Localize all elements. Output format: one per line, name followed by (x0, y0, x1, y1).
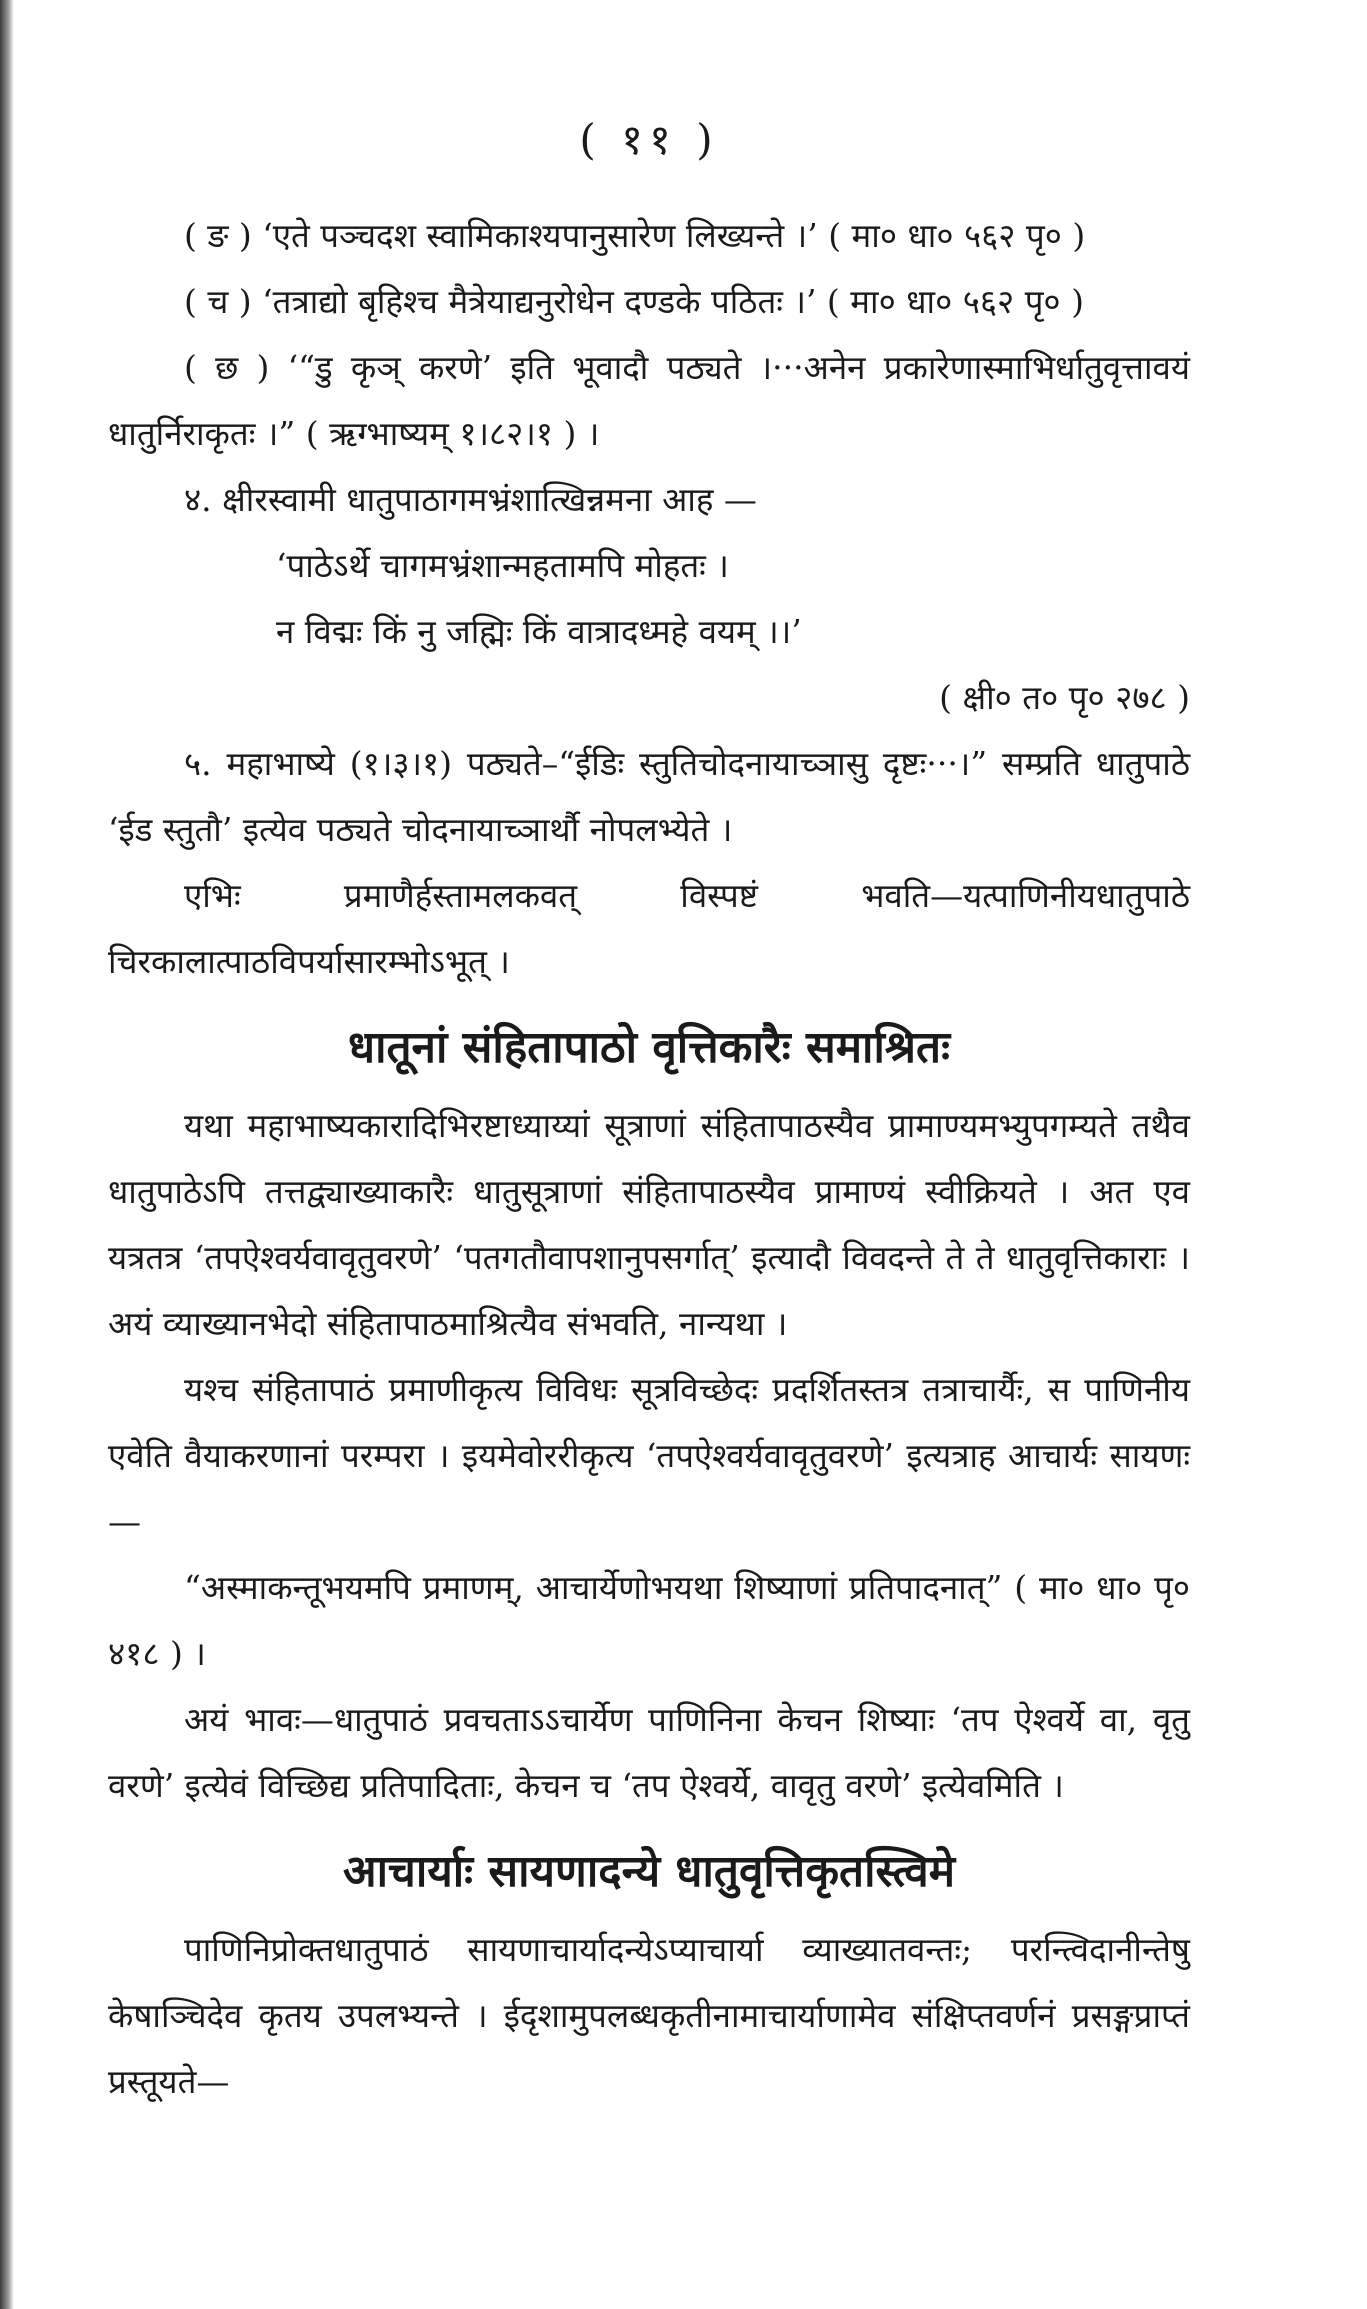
verse-line-1: ‘पाठेऽर्थे चागमभ्रंशान्महतामपि मोहतः । (276, 546, 729, 585)
paragraph-samhitapatha-2: यश्च संहितापाठं प्रमाणीकृत्य विविधः सूत्रविच्छेदः प्रदर्शितस्तत्र तत्राचार्यैः, स पाणिनीय एवेति वैयाकरणानां परम्परा । इयमेवोररीकृत्य ‘तपऐश्वर्यवावृतुवरणे’ इत्यत्राह आचार्यः सायणः— (108, 1370, 1190, 1541)
paragraph-bhava: अयं भावः—धातुपाठं प्रवचताऽऽचार्येण पाणिनिना केचन शिष्याः ‘तप ऐश्वर्ये वा, वृतु वरणे’ इत्येवं विच्छिद्य प्रतिपादिताः, केचन च ‘तप ऐश्वर्ये, वावृतु वरणे’ इत्येवमिति । (108, 1700, 1190, 1805)
page-number: ( ११ ) (579, 115, 719, 164)
paragraph-acharyas: पाणिनिप्रोक्तधातुपाठं सायणाचार्यादन्येऽप्याचार्या व्याख्यातवन्तः; परन्त्विदानीन्तेषु केषाञ्चिदेव कृतय उपलभ्यन्ते । ईदृशामुपलब्धकृतीनामाचार्याणामेव संक्षिप्तवर्णनं प्रसङ्गप्राप्तं प्रस्तूयते— (108, 1930, 1190, 2101)
paragraph-4: ४. क्षीरस्वामी धातुपाठागमभ्रंशात्खिन्नमना आह — (184, 480, 757, 519)
page-binding-edge (0, 0, 14, 2309)
section-heading-samhitapatha: धातूनां संहितापाठो वृत्तिकारैः समाश्रितः (348, 1022, 950, 1073)
paragraph-chha: ( छ ) ‘“डु कृञ् करणे’ इति भूवादौ पठ्यते ।···अनेन प्रकारेणास्माभिर्धातुवृत्तावयं धातुर्निराकृतः ।” ( ऋग्भाष्यम् १।८२।१ ) । (108, 348, 1190, 453)
paragraph-5: ५. महाभाष्ये (१।३।१) पठ्यते–“ईडिः स्तुतिचोदनायाच्ञासु दृष्टः···।” सम्प्रति धातुपाठे ‘ईड स्तुतौ’ इत्येव पठ्यते चोदनायाच्ञार्थौ नोपलभ्येते । (108, 744, 1190, 849)
paragraph-cha: ( च ) ‘तत्राद्यो बृहिश्च मैत्रेयाद्यनुरोधेन दण्डके पठितः ।’ ( मा० धा० ५६२ पृ० ) (184, 282, 1084, 321)
paragraph-conclusion: एभिः प्रमाणैर्हस्तामलकवत् विस्पष्टं भवति—यत्पाणिनीयधातुपाठे चिरकालात्पाठविपर्यासारम्भोऽभूत् । (108, 876, 1190, 981)
document-page (108, 110, 1190, 2115)
paragraph-quote-sayana: “अस्माकन्तूभयमपि प्रमाणम्, आचार्येणोभयथा शिष्याणां प्रतिपादनात्” ( मा० धा० पृ० ४१८ ) । (108, 1568, 1190, 1673)
paragraph-nga: ( ङ ) ‘एते पञ्चदश स्वामिकाश्यपानुसारेण लिख्यन्ते ।’ ( मा० धा० ५६२ पृ० ) (184, 216, 1086, 255)
verse-line-2: न विद्मः किं नु जह्मिः किं वात्रादध्महे वयम् ।।’ (276, 612, 802, 651)
paragraph-samhitapatha-1: यथा महाभाष्यकारादिभिरष्टाध्याय्यां सूत्राणां संहितापाठस्यैव प्रामाण्यमभ्युपगम्यते तथैव धातुपाठेऽपि तत्तद्व्याख्याकारैः धातुसूत्राणां संहितापाठस्यैव प्रामाण्यं स्वीक्रियते । अत एव यत्रतत्र ‘तपऐश्वर्यवावृतुवरणे’ ‘पतगतौवापशानुपसर्गात्’ इत्यादौ विवदन्ते ते ते धातुवृत्तिकाराः । अयं व्याख्यानभेदो संहितापाठमाश्रित्यैव संभवति, नान्यथा । (108, 1106, 1190, 1343)
verse-reference: ( क्षी० त० पृ० २७८ ) (939, 678, 1190, 717)
section-heading-acharyas: आचार्याः सायणादन्ये धातुवृत्तिकृतस्त्विमे (342, 1846, 956, 1897)
